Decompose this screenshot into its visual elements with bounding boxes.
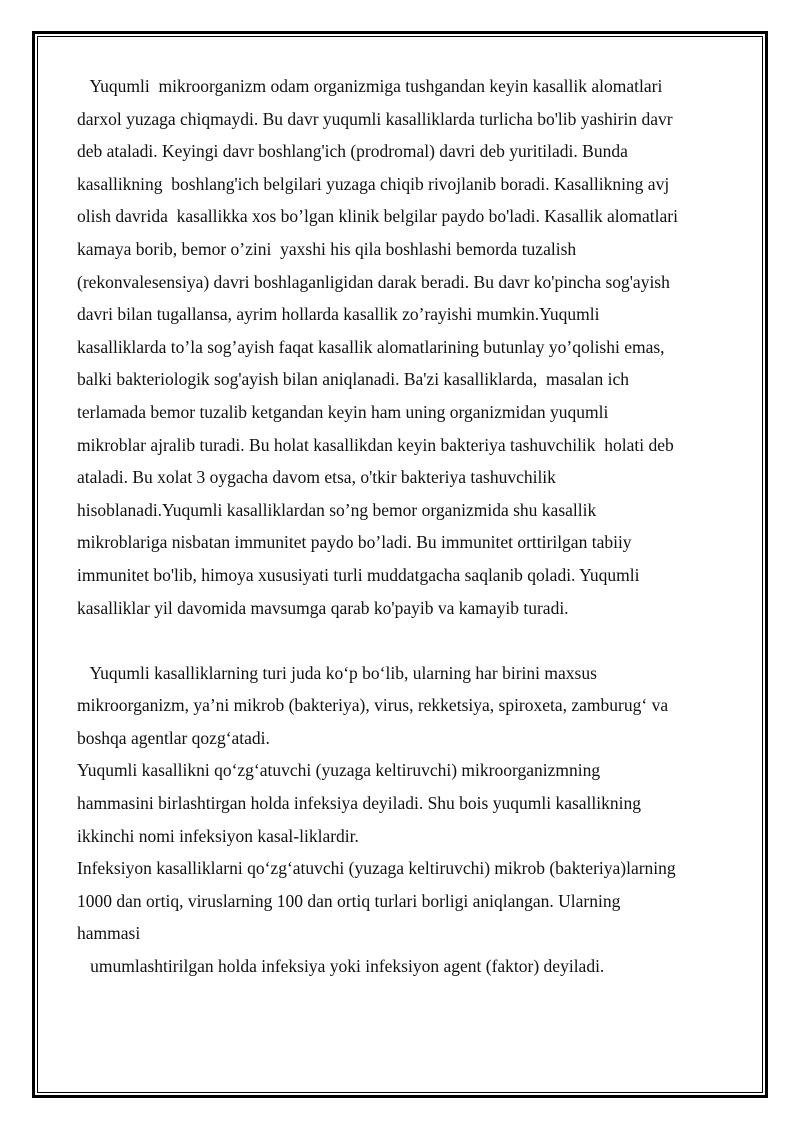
paragraph-1 bbox=[77, 70, 737, 624]
text-line: balki bakteriologik sog'ayish bilan aniqlanadi. Ba'zi kasalliklarda, masalan ich bbox=[77, 369, 630, 390]
text-line: mikroblariga nisbatan immunitet paydo bo’ladi. Bu immunitet orttirilgan tabiiy bbox=[77, 532, 632, 553]
text-line: (rekonvalesensiya) davri boshlaganligidan darak beradi. Bu davr ko'pincha sog'ayish bbox=[77, 271, 670, 292]
text-line: hammasini birlashtirgan holda infeksiya deyiladi. Shu bois yuqumli kasallikning bbox=[77, 793, 641, 814]
text-line: kasalliklar yil davomida mavsumga qarab ko'payib va kamayib turadi. bbox=[77, 597, 569, 618]
text-line: deb ataladi. Keyingi davr boshlang'ich (prodromal) davri deb yuritiladi. Bunda bbox=[77, 141, 628, 162]
text-line: Infeksiyon kasalliklarni qo‘zg‘atuvchi (yuzaga keltiruvchi) mikrob (bakteriya)larning bbox=[77, 858, 676, 879]
text-line: darxol yuzaga chiqmaydi. Bu davr yuqumli kasalliklarda turlicha bo'lib yashirin davr bbox=[77, 108, 673, 129]
text-line: 1000 dan ortiq, viruslarning 100 dan ortiq turlari borligi aniqlangan. Ularning bbox=[77, 890, 621, 911]
text-line: umumlashtirilgan holda infeksiya yoki infeksiyon agent (faktor) deyiladi. bbox=[77, 956, 605, 977]
text-line: davri bilan tugallansa, ayrim hollarda kasallik zo’rayishi mumkin.Yuqumli bbox=[77, 304, 600, 325]
text-line: mikroorganizm, ya’ni mikrob (bakteriya), virus, rekketsiya, spiroxeta, zamburug‘ va bbox=[77, 695, 669, 716]
text-line: terlamada bemor tuzalib ketgandan keyin ham uning organizmidan yuqumli bbox=[77, 401, 609, 422]
text-line: kamaya borib, bemor o’zini yaxshi his qila boshlashi bemorda tuzalish bbox=[77, 238, 577, 259]
text-line: hisoblanadi.Yuqumli kasalliklardan so’ng bemor organizmida shu kasallik bbox=[77, 499, 597, 520]
paragraph-spacer bbox=[77, 624, 737, 657]
text-line: Yuqumli kasallikni qo‘zg‘atuvchi (yuzaga keltiruvchi) mikroorganizmning bbox=[77, 760, 601, 781]
text-line: kasallikning boshlang'ich belgilari yuzaga chiqib rivojlanib boradi. Kasallikning avj bbox=[77, 173, 670, 194]
text-line: hammasi bbox=[77, 923, 141, 944]
text-line: boshqa agentlar qozg‘atadi. bbox=[77, 727, 270, 748]
text-line: Yuqumli mikroorganizm odam organizmiga tushgandan keyin kasallik alomatlari bbox=[77, 76, 663, 96]
text-line: immunitet bo'lib, himoya xususiyati turli muddatgacha saqlanib qoladi. Yuqumli bbox=[77, 564, 640, 585]
paragraph-2 bbox=[77, 657, 737, 983]
text-line: ikkinchi nomi infeksiyon kasal-liklardir. bbox=[77, 825, 359, 846]
text-line: Yuqumli kasalliklarning turi juda ko‘p bo‘lib, ularning har birini maxsus bbox=[77, 662, 597, 683]
text-line: kasalliklarda to’la sog’ayish faqat kasallik alomatlarining butunlay yo’qolishi emas, bbox=[77, 336, 665, 357]
text-line: mikroblar ajralib turadi. Bu holat kasallikdan keyin bakteriya tashuvchilik holati deb bbox=[77, 434, 674, 455]
document-body bbox=[77, 70, 737, 983]
text-line: ataladi. Bu xolat 3 oygacha davom etsa, o'tkir bakteriya tashuvchilik bbox=[77, 467, 556, 488]
text-line: olish davrida kasallikka xos bo’lgan klinik belgilar paydo bo'ladi. Kasallik alomatlari bbox=[77, 206, 678, 227]
